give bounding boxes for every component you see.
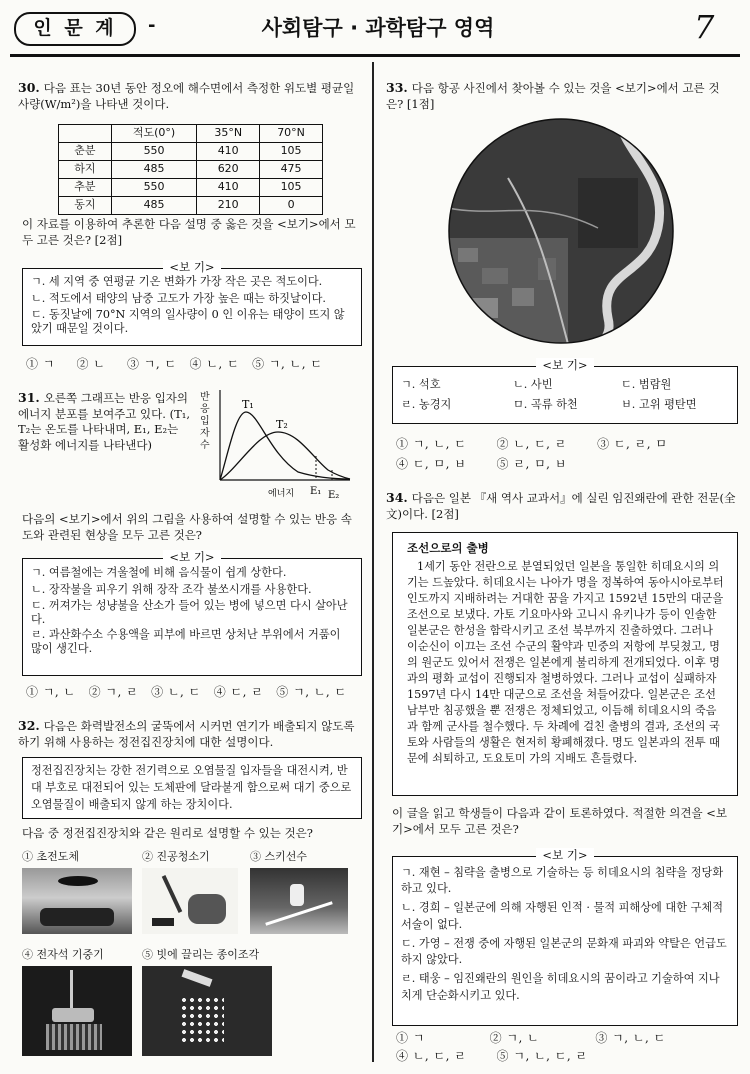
subject-badge: 인 문 계 (14, 12, 136, 46)
q32-choice-2: ② 진공청소기 (142, 850, 210, 863)
bogi-item: ㄹ. 과산화수소 수용액을 피부에 바르면 상처난 부위에서 거품이 많이 생긴다. (31, 627, 341, 656)
bogi-item: ㄴ. 적도에서 태양의 남중 고도가 가장 높은 때는 하짓날이다. (31, 291, 326, 305)
bogi-item: ㄴ. 사빈 (513, 378, 553, 391)
q31-prompt: 다음의 <보기>에서 위의 그림을 사용하여 설명할 수 있는 반응 속도와 관련된 현상을 모두 고른 것은? (22, 512, 352, 542)
q34-prompt: 이 글을 읽고 학생들이 다음과 같이 토론하였다. 적절한 의견을 <보기>에서 모두 고른 것은? (392, 806, 728, 836)
q34-number: 34. (386, 490, 408, 505)
q30-stem-text: 다음 표는 30년 동안 정오에 해수면에서 측정한 위도별 평균일사량(W/m²)을 나타낸 것이다. (18, 81, 355, 111)
bogi-item: ㄷ. 범람원 (621, 378, 672, 391)
e1-label: E₁ (310, 486, 322, 497)
table-row (59, 197, 323, 215)
comb-paper-photo (142, 966, 272, 1056)
table-cell: 410 (197, 179, 260, 197)
bogi-title: <보 기> (536, 848, 593, 862)
table-cell: 550 (111, 143, 196, 161)
electromagnet-crane-photo (22, 966, 132, 1056)
q30-options: ① ㄱ ② ㄴ ③ ㄱ, ㄷ ④ ㄴ, ㄷ ⑤ ㄱ, ㄴ, ㄷ (26, 357, 323, 371)
bogi-item: ㄱ. 여름철에는 겨울철에 비해 음식물이 쉽게 상한다. (31, 566, 287, 579)
q31-energy-distribution-graph (198, 384, 360, 506)
table-cell: 475 (260, 161, 323, 179)
e2-label: E₂ (328, 490, 340, 501)
q34-stem (386, 490, 736, 522)
table-row (59, 143, 323, 161)
bogi-item: ㄷ. 가영 – 전쟁 중에 자행된 일본군의 문화재 파괴와 약탈은 언급도 하지 않았다. (401, 936, 727, 967)
bogi-title: <보 기> (163, 550, 220, 564)
q30-stem (18, 80, 360, 112)
page-title: 사회탐구 · 과학탐구 영역 (261, 16, 495, 40)
q34-options-line1: ① ㄱ ② ㄱ, ㄴ ③ ㄱ, ㄴ, ㄷ (396, 1031, 666, 1045)
passage-title: 조선으로의 출병 (407, 541, 489, 555)
q33-stem (386, 80, 736, 112)
passage-text: 1세기 동안 전란으로 분열되었던 일본을 통일한 히데요시의 의기는 드높았다. 히데요시는 나아가 명을 정복하여 동아시아로부터 인도까지 지배하려는 거대한 꿈을 가지고 1592년 15만의 대군을 조선으로 보냈다. 가토 기요마사와 고니시 유키나가 등이 인솔한 일본군은 한성을 함락시키고 조선 북부까지 진출하였다. 그러나 이순신이 이끄는 조선 수군의 활약과 민중의 저항에 부딪쳤고, 명의 원군도 있어서 전쟁은 일본에게 불리하게 전개되었다. 이후 명과의 평화 교섭이 진행되자 철병하였다. 그러나 교섭이 실패하자 1597년 다시 14만 대군으로 조선을 쳐들어갔다. 일본군은 조선 남부만 침공했을 뿐 전쟁은 정체되었고, 이듬해 히데요시의 죽음과 함께 군사를 철수했다. 두 차례에 걸친 출병의 결과, 조선의 국토와 사람들의 생활은 현저히 황폐해졌다. 명도 일본과의 전투 때문에 쇠퇴하고, 도요토미 가의 지배도 흔들렸다. (407, 559, 724, 765)
q32-prompt: 다음 중 정전집진장치와 같은 원리로 설명할 수 있는 것은? (22, 826, 313, 840)
q31-options: ① ㄱ, ㄴ ② ㄱ, ㄹ ③ ㄴ, ㄷ ④ ㄷ, ㄹ ⑤ ㄱ, ㄴ, ㄷ (26, 685, 347, 699)
table-cell: 485 (111, 161, 196, 179)
table-cell: 105 (260, 143, 323, 161)
table-header-cell: 70°N (260, 125, 323, 143)
q33-stem-text: 다음 항공 사진에서 찾아볼 수 있는 것을 <보기>에서 고른 것은? [1점] (386, 81, 720, 111)
bogi-item: ㄷ. 꺼져가는 성냥불을 산소가 들어 있는 병에 넣으면 다시 살아난다. (31, 598, 348, 627)
bogi-item: ㄱ. 세 지역 중 연평균 기온 변화가 가장 작은 곳은 적도이다. (31, 275, 323, 288)
q33-bogi-box (392, 358, 738, 424)
bogi-item: ㄴ. 경희 – 일본군에 의해 자행된 인적 · 물적 피해상에 대한 구체적 서술이 없다. (401, 901, 724, 931)
bogi-title: <보 기> (536, 358, 593, 372)
vacuum-cleaner-photo (142, 868, 238, 934)
table-cell: 춘분 (59, 143, 112, 161)
q30-table (58, 124, 323, 215)
table-cell: 105 (260, 179, 323, 197)
table-cell: 485 (111, 197, 196, 215)
q32-stem (18, 718, 362, 750)
bogi-item: ㄱ. 재현 – 침략을 출병으로 기술하는 등 히데요시의 침략을 정당화하고 있다. (401, 866, 724, 896)
q33-options-line1: ① ㄱ, ㄴ, ㄷ ② ㄴ, ㄷ, ㄹ ③ ㄷ, ㄹ, ㅁ (396, 437, 668, 451)
q32-choice-4: ④ 전자석 기중기 (22, 948, 104, 961)
q33-options-line2: ④ ㄷ, ㅁ, ㅂ ⑤ ㄹ, ㅁ, ㅂ (396, 457, 567, 471)
q32-choice-3: ③ 스키선수 (250, 850, 308, 863)
q32-choice-1: ① 초전도체 (22, 850, 80, 863)
header-rule (10, 54, 740, 57)
q31-bogi-box (22, 550, 362, 676)
t2-curve (220, 432, 350, 480)
table-header-cell: 적도(0°) (111, 125, 196, 143)
table-header-cell: 35°N (197, 125, 260, 143)
table-cell: 210 (197, 197, 260, 215)
q34-passage-box (392, 532, 738, 796)
x-axis-label: 에너지 (268, 489, 295, 499)
table-cell: 410 (197, 143, 260, 161)
q32-number: 32. (18, 718, 40, 733)
column-divider (372, 62, 374, 1062)
superconductor-photo (22, 868, 132, 934)
bogi-item: ㄷ. 동짓날에 70°N 지역의 일사량이 0 인 이유는 태양이 뜨지 않았기 때문일 것이다. (31, 307, 345, 336)
bogi-title: <보 기> (163, 260, 220, 274)
q31-stem-text: 오른쪽 그래프는 반응 입자의 에너지 분포를 보여주고 있다. (T₁, T₂는 온도를 나타내며, E₁, E₂는 활성화 에너지를 나타낸다) (18, 391, 191, 452)
bogi-item: ㄹ. 농경지 (401, 398, 452, 411)
q30-bogi-box (22, 260, 362, 346)
q32-description: 정전집진장치는 강한 전기력으로 오염물질 입자들을 대전시켜, 반대 부호로 대전되어 있는 도체판에 달라붙게 함으로써 대기 중으로 오염물질이 배출되지 않게 하는 장치이다. (31, 764, 352, 811)
t2-label: T₂ (276, 418, 288, 431)
page-number: 7 (694, 8, 715, 46)
q34-stem-text: 다음은 일본 『새 역사 교과서』에 실린 임진왜란에 관한 전문(全文)이다. [2점] (386, 491, 736, 521)
bogi-item: ㅁ. 곡류 하천 (513, 398, 578, 411)
table-cell: 0 (260, 197, 323, 215)
table-row (59, 161, 323, 179)
table-cell: 동지 (59, 197, 112, 215)
bogi-item: ㄴ. 장작불을 피우기 위해 장작 조각 불쏘시개를 사용한다. (31, 582, 312, 596)
q30-number: 30. (18, 80, 40, 95)
table-header-cell (59, 125, 112, 143)
table-cell: 620 (197, 161, 260, 179)
q32-description-box (22, 757, 362, 819)
bogi-item: ㄱ. 석호 (401, 378, 441, 391)
q32-stem-text: 다음은 화력발전소의 굴뚝에서 시커먼 연기가 배출되지 않도록 하기 위해 사용하는 정전집진장치에 대한 설명이다. (18, 719, 355, 749)
table-row (59, 179, 323, 197)
table-cell: 하지 (59, 161, 112, 179)
skier-photo (250, 868, 348, 934)
q34-bogi-box (392, 848, 738, 1026)
q33-aerial-photo (448, 118, 674, 344)
q32-choice-5: ⑤ 빗에 끌리는 종이조각 (142, 948, 260, 961)
y-axis-label: 반응입자수 (200, 392, 210, 451)
q33-number: 33. (386, 80, 408, 95)
q31-stem (18, 390, 190, 453)
header-dash: - (148, 15, 156, 36)
bogi-item: ㄹ. 태웅 – 임진왜란의 원인을 히데요시의 꿈이라고 기술하여 지나치게 단순화시키고 있다. (401, 972, 720, 1002)
t1-label: T₁ (242, 398, 254, 411)
q31-number: 31. (18, 390, 40, 405)
table-cell: 550 (111, 179, 196, 197)
q30-prompt: 이 자료를 이용하여 추론한 다음 설명 중 옳은 것을 <보기>에서 모두 고른 것은? [2점] (22, 217, 356, 247)
bogi-item: ㅂ. 고위 평탄면 (621, 398, 697, 411)
table-row (59, 125, 323, 143)
q34-options-line2: ④ ㄴ, ㄷ, ㄹ ⑤ ㄱ, ㄴ, ㄷ, ㄹ (396, 1049, 588, 1063)
table-cell: 추분 (59, 179, 112, 197)
